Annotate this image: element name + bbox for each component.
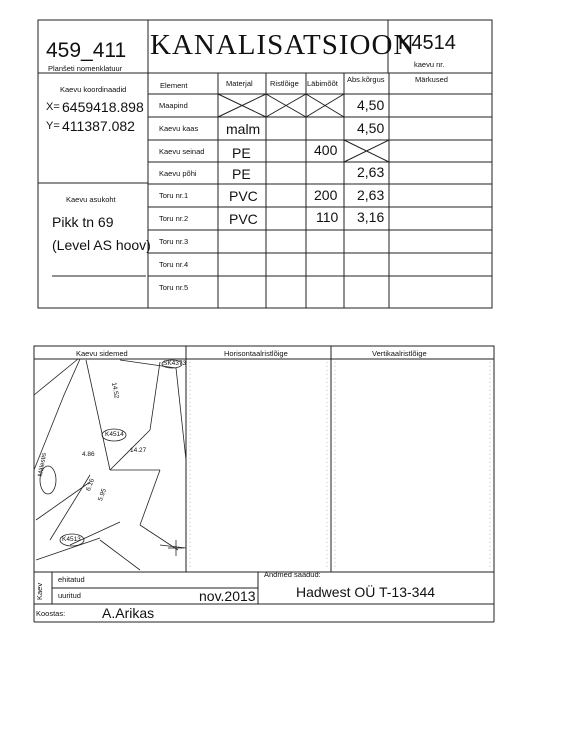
x-label: X= xyxy=(46,101,60,113)
location-label: Kaevu asukoht xyxy=(66,195,116,204)
sheet-code: 459_411 xyxy=(46,39,127,62)
connections-heading: Kaevu sidemed xyxy=(76,349,128,358)
cell-diameter: 400 xyxy=(314,142,338,158)
row-label: Toru nr.4 xyxy=(159,260,189,269)
cell-material: PVC xyxy=(229,188,258,204)
cell-diameter: 110 xyxy=(316,209,339,225)
cell-abs-height: 2,63 xyxy=(357,164,385,180)
page-title: KANALISATSIOON xyxy=(150,29,416,61)
row-label: Toru nr.3 xyxy=(159,237,189,246)
compiled-by-value: A.Arikas xyxy=(102,605,155,621)
x-value: 6459418.898 xyxy=(62,99,144,115)
col-header-abs-height: Abs.kõrgus xyxy=(347,75,385,84)
map-label-distance: 4.86 xyxy=(82,451,95,458)
location-line-2: (Level AS hoov) xyxy=(52,237,151,253)
kaev-label: Kaev xyxy=(35,582,44,600)
cell-abs-height: 3,16 xyxy=(357,209,385,225)
col-header-element: Element xyxy=(160,81,188,90)
row-label: Maapind xyxy=(159,101,188,110)
map-label-k4514: K4514 xyxy=(105,431,124,438)
cell-abs-height: 2,63 xyxy=(357,187,385,203)
map-label-distance: 5.95 xyxy=(97,487,108,503)
map-label-k4513: K4513 xyxy=(62,536,81,543)
col-header-diameter: Läbimõõt xyxy=(307,79,338,88)
cell-material: PVC xyxy=(229,211,258,227)
compiled-by-label: Koostas: xyxy=(36,609,66,618)
built-label: ehitatud xyxy=(58,575,85,584)
cell-abs-height: 4,50 xyxy=(357,120,385,136)
map-label-distance: 14.27 xyxy=(130,447,147,454)
col-header-cross-section: Ristlõige xyxy=(270,79,299,88)
row-label: Toru nr.2 xyxy=(159,214,189,223)
y-value: 411387.082 xyxy=(62,118,135,134)
data-source-value: Hadwest OÜ T-13-344 xyxy=(296,584,436,600)
map-label-distance: 6.16 xyxy=(85,477,96,493)
cell-diameter: 200 xyxy=(314,187,338,203)
survey-date: nov.2013 xyxy=(199,588,256,604)
map-label-distance: 14.52 xyxy=(110,381,120,400)
row-label: Toru nr.5 xyxy=(159,283,189,292)
coords-label: Kaevu koordinaadid xyxy=(60,85,127,94)
vertical-section-heading: Vertikaalristlõige xyxy=(372,349,427,358)
map-label-monument: Mälestis xyxy=(37,452,49,478)
sheet-code-label: Planšeti nomenklatuur xyxy=(48,64,123,73)
cell-material: PE xyxy=(232,166,251,182)
row-label: Toru nr.1 xyxy=(159,191,189,200)
location-line-1: Pikk tn 69 xyxy=(52,214,114,230)
cell-abs-height: 4,50 xyxy=(357,97,385,113)
col-header-notes: Märkused xyxy=(415,75,448,84)
y-label: Y= xyxy=(46,120,60,132)
surveyed-label: uuritud xyxy=(58,591,81,600)
lower-frame xyxy=(34,346,494,604)
row-label: Kaevu seinad xyxy=(159,147,205,156)
cell-material: PE xyxy=(232,145,251,161)
row-label: Kaevu kaas xyxy=(159,124,199,133)
row-label: Kaevu põhi xyxy=(159,169,197,178)
manhole-id-label: kaevu nr. xyxy=(414,60,445,69)
manhole-id: K4514 xyxy=(398,32,456,54)
horizontal-section-heading: Horisontaalristlõige xyxy=(224,349,288,358)
cell-material: malm xyxy=(226,121,261,137)
data-source-label: Andmed saadud: xyxy=(264,570,321,579)
col-header-material: Materjal xyxy=(226,79,253,88)
map-label-sk4373: SK4373 xyxy=(163,360,187,367)
